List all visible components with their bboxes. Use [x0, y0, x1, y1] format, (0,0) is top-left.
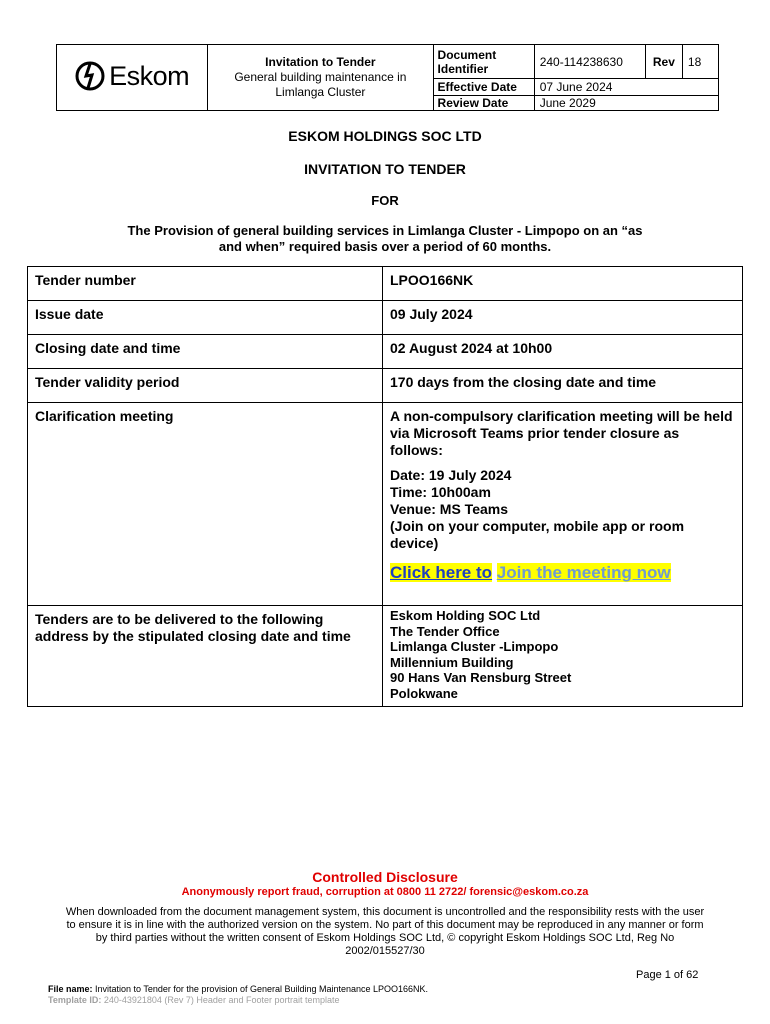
logo-text: Eskom	[109, 60, 190, 91]
document-title	[208, 45, 433, 111]
review-date-label: Review Date	[433, 96, 534, 111]
address-line: 90 Hans Van Rensburg Street	[390, 670, 572, 685]
address-line: Polokwane	[390, 685, 458, 701]
delivery-address	[383, 606, 743, 707]
company-heading: ESKOM HOLDINGS SOC LTD	[288, 128, 482, 144]
provision-heading	[0, 223, 770, 255]
for-heading: FOR	[371, 193, 399, 208]
title-line-2: Limlanga Cluster	[275, 85, 366, 99]
rev-label: Rev	[645, 45, 682, 79]
issue-date-value: 09 July 2024	[383, 301, 743, 335]
doc-id-value: 240-114238630	[534, 45, 645, 79]
doc-id-label: Document Identifier	[433, 45, 534, 79]
clarification-date: Date: 19 July 2024	[390, 467, 512, 483]
table-row	[28, 369, 743, 403]
file-name-line	[48, 984, 428, 994]
provision-line-1: The Provision of general building services in Limlanga Cluster - Limpopo on an “as	[127, 223, 643, 238]
document-header	[56, 44, 719, 111]
address-line: The Tender Office	[390, 623, 500, 639]
effective-date-value: 07 June 2024	[534, 79, 718, 96]
tender-number-label: Tender number	[28, 267, 383, 301]
template-id-value: 240-43921804 (Rev 7) Header and Footer portrait template	[103, 995, 340, 1005]
validity-label: Tender validity period	[28, 369, 383, 403]
logo-cell	[57, 45, 208, 111]
review-date-value: June 2029	[534, 96, 718, 111]
table-row	[28, 606, 743, 707]
join-meeting-link[interactable]: Join the meeting now	[496, 563, 671, 582]
eskom-logo-icon	[75, 61, 105, 91]
validity-value: 170 days from the closing date and time	[383, 369, 743, 403]
closing-date-label: Closing date and time	[28, 335, 383, 369]
template-id-label: Template ID:	[48, 995, 102, 1005]
eskom-logo	[75, 61, 189, 92]
controlled-disclosure: Controlled Disclosure	[312, 869, 458, 885]
table-row	[28, 403, 743, 606]
clarification-label: Clarification meeting	[28, 403, 383, 606]
click-here-link[interactable]: Click here to	[390, 563, 493, 582]
disclaimer: When downloaded from the document management system, this document is uncontrolled and the responsibility rests with the user to ensure it is in line with the authorized version on the system. No part of this document may be reproduced in any manner or form by third parties without the written consent of Eskom Holdings SOC Ltd, © copyright Eskom Holdings SOC Ltd, Reg No 2002/015527/30	[65, 906, 705, 957]
clarification-details	[383, 403, 743, 606]
clarification-intro: A non-compulsory clarification meeting will be held via Microsoft Teams prior tender closure as follows:	[390, 408, 733, 458]
provision-line-2: and when” required basis over a period of 60 months.	[218, 239, 552, 254]
meeting-link-line	[390, 564, 735, 581]
itt-heading: INVITATION TO TENDER	[304, 161, 466, 177]
address-line: Millennium Building	[390, 654, 514, 670]
template-id-line	[48, 995, 340, 1005]
table-row	[28, 301, 743, 335]
fraud-line: Anonymously report fraud, corruption at 0800 11 2722/ forensic@eskom.co.za	[181, 886, 589, 898]
delivery-label: Tenders are to be delivered to the following address by the stipulated closing date and time	[28, 606, 383, 707]
rev-value: 18	[682, 45, 718, 79]
address-line: Limlanga Cluster -Limpopo	[390, 639, 559, 654]
clarification-venue: Venue: MS Teams	[390, 501, 509, 517]
title-line-1: General building maintenance in	[234, 70, 407, 84]
clarification-time: Time: 10h00am	[390, 484, 491, 500]
table-row	[28, 335, 743, 369]
closing-date-value: 02 August 2024 at 10h00	[383, 335, 743, 369]
file-name-value: Invitation to Tender for the provision of General Building Maintenance LPOO166NK.	[95, 984, 429, 994]
address-line: Eskom Holding SOC Ltd	[390, 608, 541, 623]
title-bold: Invitation to Tender	[265, 55, 376, 69]
file-name-label: File name:	[48, 984, 93, 994]
effective-date-label: Effective Date	[433, 79, 534, 96]
tender-details-table	[27, 266, 743, 707]
tender-number-value: LPOO166NK	[383, 267, 743, 301]
issue-date-label: Issue date	[28, 301, 383, 335]
table-row	[28, 267, 743, 301]
page-number: Page 1 of 62	[636, 969, 699, 981]
clarification-join-note: (Join on your computer, mobile app or room device)	[390, 518, 685, 551]
